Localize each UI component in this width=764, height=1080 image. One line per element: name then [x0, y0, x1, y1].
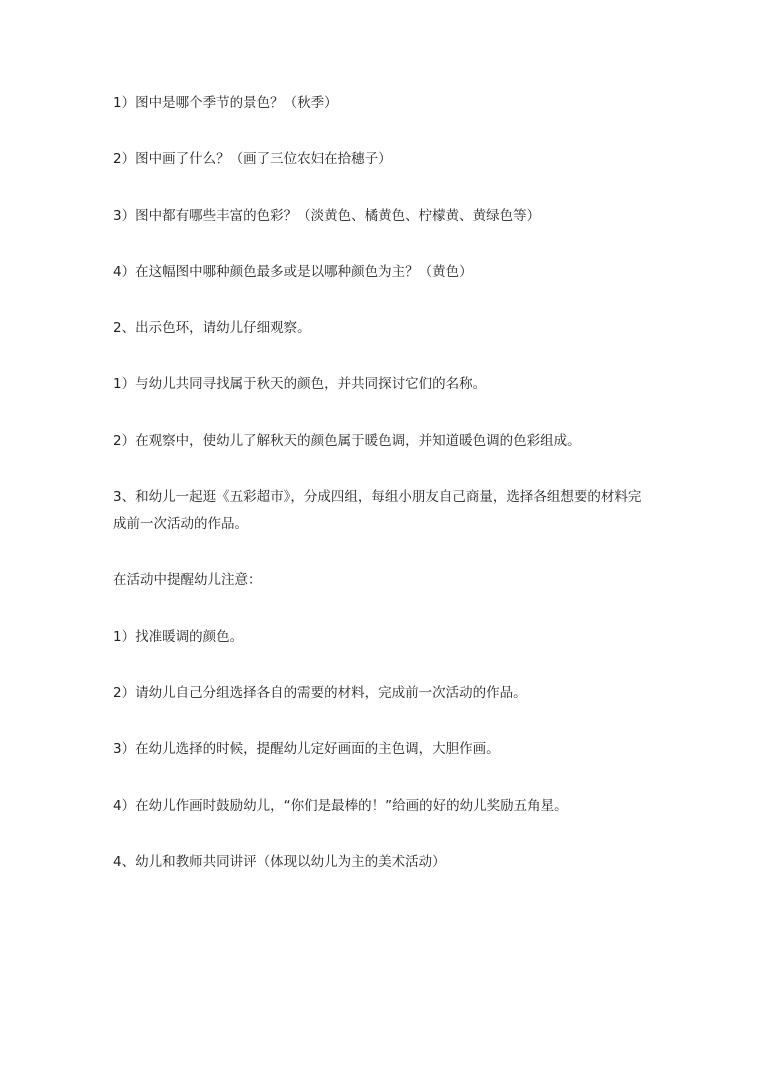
step-3-paragraph: [113, 484, 713, 538]
reminder-item-2: 2）请幼儿自己分组选择各自的需要的材料，完成前一次活动的作品。: [113, 684, 527, 701]
reminder-item-3: 3）在幼儿选择的时候，提醒幼儿定好画面的主色调，大胆作画。: [113, 741, 500, 758]
question-content: 2）图中画了什么？（画了三位农妇在拾穗子）: [113, 151, 392, 168]
reminder-item-1: 1）找准暖调的颜色。: [113, 628, 244, 645]
step-2-heading: 2、出示色环，请幼儿仔细观察。: [113, 320, 311, 337]
reminder-item-4: 4）在幼儿作画时鼓励幼儿，“你们是最棒的！”给画的好的幼儿奖励五角星。: [113, 797, 568, 814]
reminder-heading: 在活动中提醒幼儿注意：: [113, 572, 262, 589]
question-season: 1）图中是哪个季节的景色？（秋季）: [113, 95, 338, 111]
step-3-line-2: 成前一次活动的作品。: [113, 516, 248, 533]
question-main-color: 4）在这幅图中哪种颜色最多或是以哪种颜色为主？（黄色）: [113, 263, 473, 280]
document-page: [113, 90, 713, 905]
step-3-line-1: 3、和幼儿一起逛《五彩超市》，分成四组，每组小朋友自己商量，选择各组想要的材料完: [113, 489, 642, 506]
step-2-item-2: 2）在观察中，使幼儿了解秋天的颜色属于暖色调，并知道暖色调的色彩组成。: [113, 432, 581, 449]
question-colors: 3）图中都有哪些丰富的色彩？（淡黄色、橘黄色、柠檬黄、黄绿色等）: [113, 207, 541, 224]
step-4-heading: 4、幼儿和教师共同讲评（体现以幼儿为主的美术活动）: [113, 853, 446, 870]
step-2-item-1: 1）与幼儿共同寻找属于秋天的颜色，并共同探讨它们的名称。: [113, 376, 487, 393]
